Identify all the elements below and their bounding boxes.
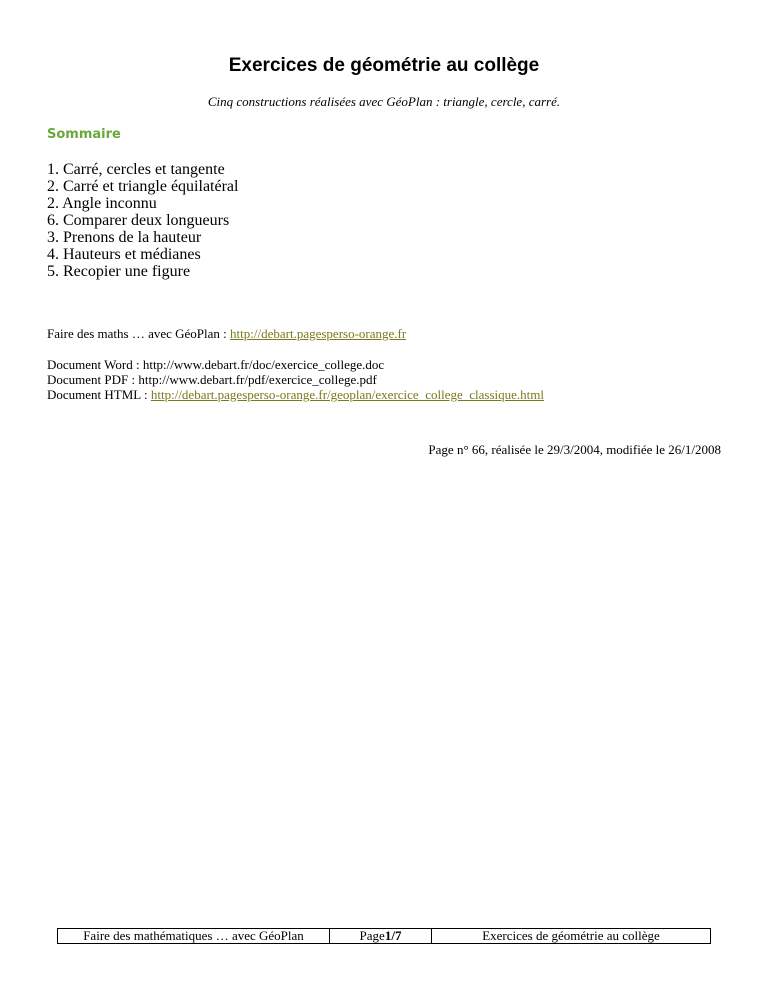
toc-item: 3. Prenons de la hauteur [47, 229, 202, 246]
faire-des-maths-label: Faire des maths … avec GéoPlan : [47, 326, 231, 341]
page-info: Page n° 66, réalisée le 29/3/2004, modifiée le 26/1/2008 [428, 442, 721, 457]
toc-item: 6. Comparer deux longueurs [47, 212, 230, 229]
document-title: Exercices de géométrie au collège [228, 55, 540, 76]
toc-item: 2. Angle inconnu [47, 195, 157, 212]
footer-page-total: /7 [391, 928, 402, 943]
html-document-link[interactable]: http://debart.pagesperso-orange.fr/geoplan/exercice_college_classique.html [150, 387, 544, 402]
pdf-document-line: Document PDF : http://www.debart.fr/pdf/exercice_college.pdf [47, 372, 377, 387]
toc-list [47, 161, 238, 280]
footer-left: Faire des mathématiques … avec GéoPlan [58, 929, 330, 943]
footer-page-current: 1 [384, 928, 392, 943]
html-document-label: Document HTML : [47, 387, 151, 402]
toc-item: 1. Carré, cercles et tangente [47, 161, 225, 178]
html-document-line [47, 387, 544, 403]
toc-item: 2. Carré et triangle équilatéral [47, 178, 239, 195]
page-footer [57, 928, 711, 944]
site-link[interactable]: http://debart.pagesperso-orange.fr [230, 326, 407, 341]
faire-des-maths-line [47, 326, 406, 342]
document-subtitle: Cinq constructions réalisées avec GéoPlan : triangle, cercle, carré. [207, 94, 561, 109]
footer-page-number [330, 929, 432, 943]
toc-heading: Sommaire [47, 127, 121, 142]
word-document-line: Document Word : http://www.debart.fr/doc/exercice_college.doc [47, 357, 385, 372]
footer-page-prefix: Page [359, 928, 385, 943]
toc-item: 4. Hauteurs et médianes [47, 246, 201, 263]
toc-item: 5. Recopier une figure [47, 263, 191, 280]
footer-right: Exercices de géométrie au collège [482, 928, 660, 943]
